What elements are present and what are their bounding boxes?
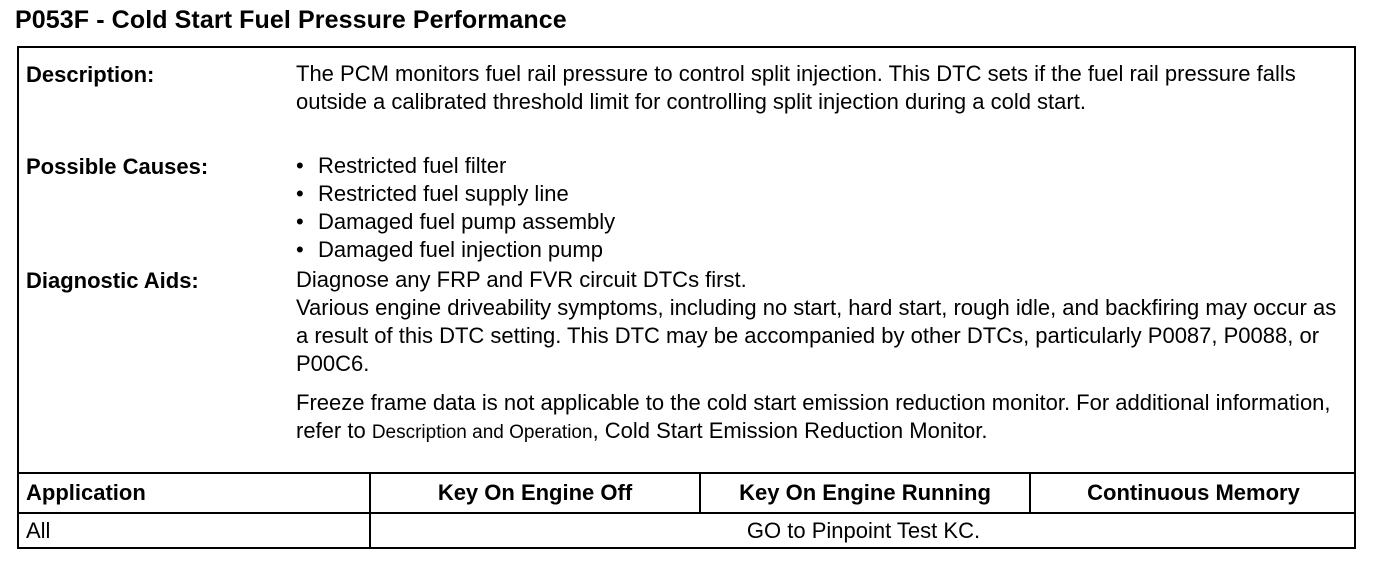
bullet: • <box>296 181 304 206</box>
header-key-on-engine-off: Key On Engine Off <box>437 480 633 505</box>
list-item <box>296 152 1354 180</box>
header-application: Application <box>26 480 146 505</box>
description-text: The PCM monitors fuel rail pressure to control split injection. This DTC sets if the fuel rail pressure falls outside a calibrated threshold limit for controlling split injection during a cold start. <box>296 61 1296 114</box>
cause-text: Restricted fuel filter <box>318 153 507 178</box>
bullet: • <box>296 153 304 178</box>
list-item <box>296 180 1354 208</box>
pinpoint-test-link[interactable]: GO to Pinpoint Test KC. <box>746 518 981 543</box>
description-label: Description: <box>26 62 155 87</box>
header-continuous-memory: Continuous Memory <box>1087 480 1300 505</box>
possible-causes-label: Possible Causes: <box>26 154 209 179</box>
cause-text: Damaged fuel injection pump <box>318 237 603 262</box>
list-item <box>296 236 1354 264</box>
header-key-on-engine-running: Key On Engine Running <box>739 480 991 505</box>
page-title: P053F - Cold Start Fuel Pressure Performance <box>15 6 567 34</box>
cause-text: Restricted fuel supply line <box>318 181 569 206</box>
dtc-info-box <box>17 46 1356 549</box>
bullet: • <box>296 209 304 234</box>
diagnostic-aids-para2: Various engine driveability symptoms, including no start, hard start, rough idle, and backfiring may occur as a result of this DTC setting. This DTC may be accompanied by other DTCs, particularly P0087, P0088, or P00C6. <box>296 295 1337 376</box>
possible-causes-list <box>296 152 1354 264</box>
diagnostic-aids-para3 <box>296 389 1354 447</box>
cause-text: Damaged fuel pump assembly <box>318 209 616 234</box>
diagnostic-aids-label: Diagnostic Aids: <box>26 268 199 293</box>
diagnostic-aids-para1: Diagnose any FRP and FVR circuit DTCs first. <box>296 267 747 292</box>
list-item <box>296 208 1354 236</box>
application-value: All <box>26 518 51 543</box>
description-and-operation-link[interactable]: Description and Operation <box>371 422 593 443</box>
para3-end: , Cold Start Emission Reduction Monitor. <box>592 418 988 443</box>
bullet: • <box>296 237 304 262</box>
para3-start: Freeze frame data is not applicable to the cold start emission reduction monitor. For additional information, refer to <box>296 390 1331 443</box>
